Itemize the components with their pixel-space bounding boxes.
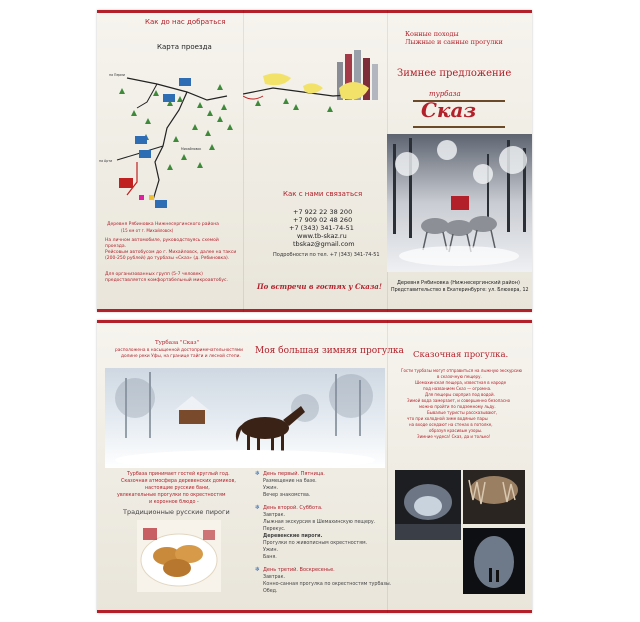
map-panel (97, 10, 243, 312)
forest-group (119, 84, 233, 170)
sleigh (451, 196, 469, 210)
map-info-line2: (15 км от г. Михайловск) (121, 228, 174, 233)
phone-2[interactable]: +7 909 02 48 260 (293, 216, 353, 224)
map-info-line1: Деревня Рябиновка Нижнесергинского района (107, 222, 219, 227)
map-bullet-1: На личном автомобиле, руководствуясь схемой проезда. (105, 238, 219, 249)
fairy-line: под названием Сказ — огромна. (423, 386, 492, 391)
town-area (303, 83, 323, 93)
fairy-line: что при холодной зиме водяные пары (407, 416, 488, 421)
brochure-inside-sheet (97, 320, 532, 613)
map-bullet-3: Для организованных групп (5-7 человек) предоставляется комфортабельный микроавтобус. (105, 272, 228, 283)
day-3-item: Обед. (263, 589, 278, 594)
base-line-2: Сказочная атмосфера деревенских домиков, (121, 479, 236, 484)
horse-in-snow-photo (105, 368, 385, 468)
fairy-line: Гости турбазы могут отправиться на лыжную экскурсию (401, 368, 523, 373)
day-2-item: Перекус. (263, 527, 286, 532)
details-phone: Подробности по тел. +7 (343) 341-74-51 (273, 252, 380, 258)
map-bullet-2: Рейсовым автобусом до г. Михайловск, далее на такси (200-250 рублей) до турбазы «Сказ» (д. Рябиновка). (105, 250, 237, 261)
map-continuation (243, 66, 387, 126)
day-1-item: Размещение на базе. (263, 479, 317, 484)
day-3-item: Завтрак. (263, 575, 286, 580)
day-2-item: Ужин. (263, 548, 279, 553)
intro-title: Турбаза "Сказ" (155, 340, 200, 346)
pies-photo (137, 520, 221, 592)
fairy-line: образуя красивые узоры. (429, 428, 483, 433)
intro-line-2: долине реки Уфы, на границе тайги и лесной степи. (121, 354, 241, 359)
phone-3[interactable]: +7 (343) 341-74-51 (289, 224, 354, 232)
winter-troika-photo (387, 134, 532, 272)
cabin (179, 408, 205, 424)
base-line-3: настоящие русские бани, (145, 486, 210, 491)
route-map (97, 50, 243, 220)
logo (409, 90, 509, 126)
pies-heading: Традиционные русские пироги (123, 508, 230, 516)
road-line (153, 92, 187, 200)
cave-photo-3 (463, 528, 525, 594)
contact-panel (243, 10, 387, 312)
day-1-item: Ужин. (263, 486, 279, 491)
address-2: Представительство в Екатеринбурге: ул. Блюхера, 12 (391, 288, 529, 293)
phone-1[interactable]: +7 922 22 38 200 (293, 208, 353, 216)
fairy-heading: Сказочная прогулка. (413, 350, 509, 360)
fairy-line: в сказочную пещеру. (437, 374, 482, 379)
tagline-1: Конные походы (405, 30, 459, 38)
road-line (127, 78, 227, 100)
svg-text:на Арти: на Арти (99, 159, 113, 163)
town-area (263, 73, 291, 85)
fairy-line: Зимние чудеса! Сказ, да и только! (417, 434, 491, 439)
slogan: По встречи в гостях у Сказа! (257, 282, 382, 291)
email-link[interactable]: tbskaz@gmail.com (293, 240, 355, 248)
brochure-outside-sheet (97, 10, 532, 312)
fairy-line: на входе оседают на стенах в потолке, (409, 422, 493, 427)
snowflake-icon: ❄ (255, 470, 261, 477)
intro-line-1: расположена в насыщенной достопримечательностями (115, 348, 243, 353)
svg-text:на Перми: на Перми (109, 73, 125, 77)
town-area (339, 82, 369, 100)
day-1-item: Вечер знакомства. (263, 493, 311, 498)
website-link[interactable]: www.tb-skaz.ru (297, 232, 347, 240)
day-2-item: Завтрак. (263, 513, 286, 518)
logo-small-text: турбаза (429, 90, 461, 98)
day-1-title: День первый. Пятница. (263, 471, 325, 477)
map-title: Карта проезда (157, 43, 212, 51)
cave-photo-2 (463, 470, 525, 524)
map-heading: Как до нас добраться (145, 18, 226, 26)
svg-text:Михайловск: Михайловск (181, 147, 202, 151)
contact-heading: Как с нами связаться (283, 190, 363, 198)
walk-heading: Моя большая зимняя прогулка (255, 346, 404, 356)
day-3-item: Конно-санная прогулка по окрестностям турбазы. (263, 582, 392, 587)
offer-title: Зимнее предложение (397, 68, 512, 79)
fairy-line: Зимой вода замерзает, и совершенно безопасно (407, 398, 511, 403)
day-2-item: Баня. (263, 555, 277, 560)
cover-panel (387, 10, 532, 312)
fairy-line: можно пройти по подземному льду. (419, 404, 496, 409)
fairy-line: Шемахинская пещера, известная в народе (415, 380, 507, 385)
base-line-4: увлекательные прогулки по окрестностям (117, 493, 226, 498)
logo-big-text: Сказ (421, 98, 477, 122)
base-line-1: Турбаза принимает гостей круглый год. (127, 472, 230, 477)
fairy-line: Для пещеры сюрприз под водой. (425, 392, 495, 397)
day-2-title: День второй. Суббота. (263, 505, 323, 511)
day-2-item: Деревенские пироги. (263, 534, 323, 539)
cave-photo-1 (395, 470, 461, 540)
address-1: Деревня Рябиновка (Нижнесергинский район) (397, 280, 520, 286)
fairy-line: Бывалые туристы рассказывают, (427, 410, 498, 415)
day-2-item: Лыжная экскурсия в Шемахинскую пещеру. (263, 520, 376, 525)
snowflake-icon: ❄ (255, 566, 261, 573)
tagline-2: Лыжные и санные прогулки (405, 38, 503, 46)
fairy-walk-panel (387, 320, 532, 613)
day-3-title: День третий. Воскресенье. (263, 567, 335, 573)
base-line-5: и коронное блюдо - (149, 500, 199, 505)
day-2-item: Прогулки по живописным окрестностям. (263, 541, 368, 546)
snowflake-icon: ❄ (255, 504, 261, 511)
